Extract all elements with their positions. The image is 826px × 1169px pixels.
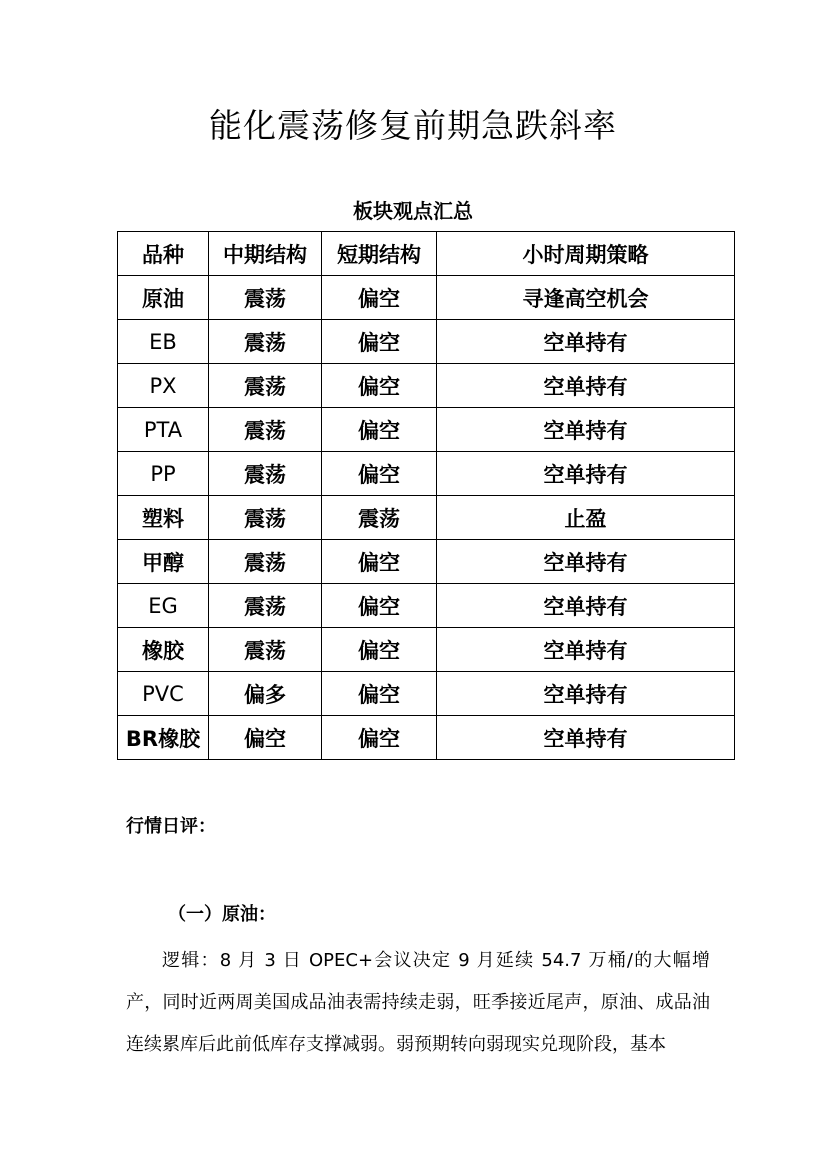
table-row xyxy=(118,452,735,496)
cell-short-term: 偏空 xyxy=(322,276,437,320)
cell-strategy: 空单持有 xyxy=(437,540,735,584)
cell-mid-term: 震荡 xyxy=(209,276,322,320)
header-cell-short-term: 短期结构 xyxy=(322,232,437,276)
cell-variety: PP xyxy=(118,452,209,496)
table-caption: 板块观点汇总 xyxy=(353,199,473,223)
table-row xyxy=(118,276,735,320)
header-cell-variety: 品种 xyxy=(118,232,209,276)
table-row xyxy=(118,628,735,672)
cell-strategy: 寻逢高空机会 xyxy=(437,276,735,320)
cell-mid-term: 震荡 xyxy=(209,628,322,672)
cell-strategy: 空单持有 xyxy=(437,452,735,496)
table-row xyxy=(118,672,735,716)
market-commentary-label: 行情日评： xyxy=(126,816,216,837)
cell-strategy: 空单持有 xyxy=(437,364,735,408)
cell-mid-term: 震荡 xyxy=(209,496,322,540)
table-header-row xyxy=(118,232,735,276)
table-row xyxy=(118,716,735,760)
cell-strategy: 空单持有 xyxy=(437,716,735,760)
cell-mid-term: 偏多 xyxy=(209,672,322,716)
cell-strategy: 空单持有 xyxy=(437,408,735,452)
crude-oil-heading: （一）原油： xyxy=(168,904,276,925)
cell-strategy: 止盈 xyxy=(437,496,735,540)
cell-variety: 塑料 xyxy=(118,496,209,540)
table-row xyxy=(118,540,735,584)
cell-short-term: 震荡 xyxy=(322,496,437,540)
cell-variety: PX xyxy=(118,364,209,408)
cell-short-term: 偏空 xyxy=(322,364,437,408)
table-row xyxy=(118,496,735,540)
table-row xyxy=(118,584,735,628)
cell-mid-term: 偏空 xyxy=(209,716,322,760)
cell-mid-term: 震荡 xyxy=(209,320,322,364)
cell-variety: 橡胶 xyxy=(118,628,209,672)
cell-variety: PTA xyxy=(118,408,209,452)
cell-mid-term: 震荡 xyxy=(209,584,322,628)
cell-short-term: 偏空 xyxy=(322,408,437,452)
cell-mid-term: 震荡 xyxy=(209,408,322,452)
cell-short-term: 偏空 xyxy=(322,628,437,672)
cell-strategy: 空单持有 xyxy=(437,584,735,628)
cell-variety: 甲醇 xyxy=(118,540,209,584)
cell-short-term: 偏空 xyxy=(322,452,437,496)
header-cell-mid-term: 中期结构 xyxy=(209,232,322,276)
cell-short-term: 偏空 xyxy=(322,672,437,716)
cell-variety: PVC xyxy=(118,672,209,716)
cell-strategy: 空单持有 xyxy=(437,672,735,716)
cell-variety: EB xyxy=(118,320,209,364)
table-row xyxy=(118,364,735,408)
cell-variety: EG xyxy=(118,584,209,628)
document-title: 能化震荡修复前期急跌斜率 xyxy=(209,106,617,145)
header-cell-hourly-strategy: 小时周期策略 xyxy=(437,232,735,276)
cell-mid-term: 震荡 xyxy=(209,364,322,408)
cell-strategy: 空单持有 xyxy=(437,320,735,364)
cell-short-term: 偏空 xyxy=(322,320,437,364)
summary-table xyxy=(117,231,735,760)
crude-oil-paragraph: 逻辑：8 月 3 日 OPEC+会议决定 9 月延续 54.7 万桶/的大幅增产，同时近两周美国成品油表需持续走弱，旺季接近尾声，原油、成品油连续累库后此前低库存支撑减弱。弱预期转向弱现实兑现阶段，基本 xyxy=(126,950,710,1055)
cell-variety: BR橡胶 xyxy=(118,716,209,760)
table-row xyxy=(118,408,735,452)
cell-mid-term: 震荡 xyxy=(209,452,322,496)
cell-short-term: 偏空 xyxy=(322,716,437,760)
cell-strategy: 空单持有 xyxy=(437,628,735,672)
cell-mid-term: 震荡 xyxy=(209,540,322,584)
cell-short-term: 偏空 xyxy=(322,584,437,628)
cell-short-term: 偏空 xyxy=(322,540,437,584)
table-row xyxy=(118,320,735,364)
cell-variety: 原油 xyxy=(118,276,209,320)
